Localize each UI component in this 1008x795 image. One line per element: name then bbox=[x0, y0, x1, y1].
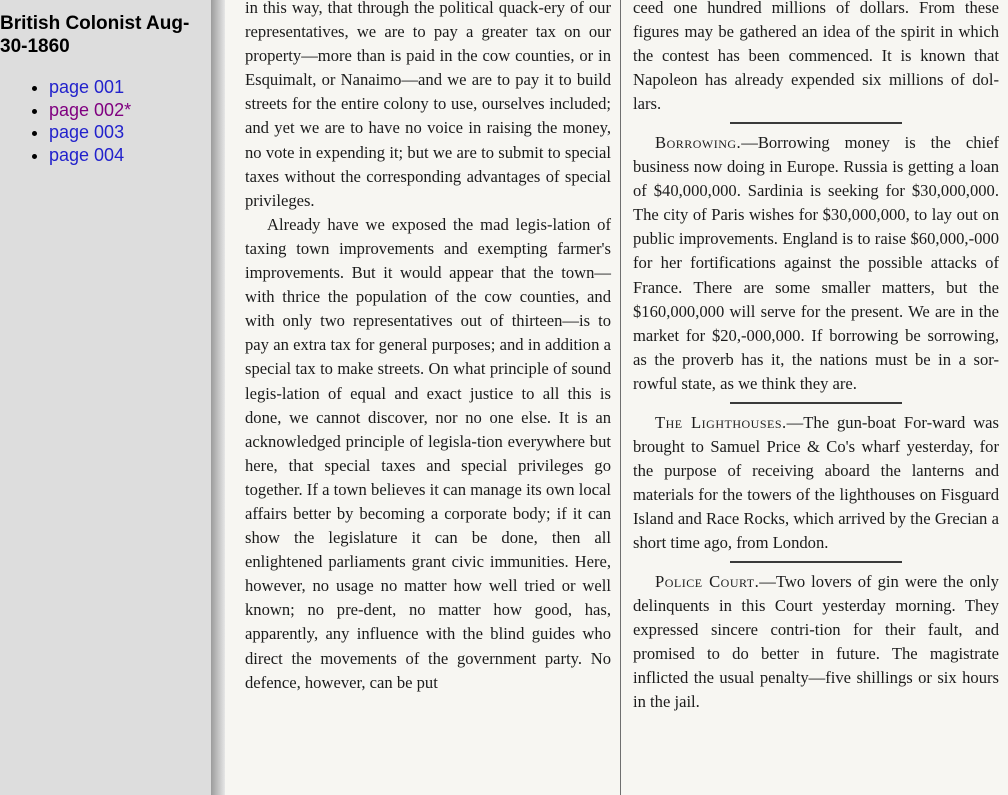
sidebar bbox=[0, 0, 211, 795]
newspaper-title: British Colonist Aug-30-1860 bbox=[0, 13, 190, 57]
column-divider bbox=[620, 0, 621, 795]
news-item-heading: Borrowing. bbox=[655, 132, 742, 152]
news-item-body: —The gun-boat For-ward was brought to Samuel Price & Co's wharf yesterday, for the purpose of receiving aboard the lanterns and materials for the towers of the lighthouses on Fisguard Island and Race Rocks, which arrived by the Grecian a short time ago, from London. bbox=[633, 412, 1000, 552]
section-divider bbox=[730, 561, 902, 563]
news-item-heading: Police Court. bbox=[655, 571, 760, 591]
left-column bbox=[245, 0, 611, 695]
article-paragraph: Already have we exposed the mad legis-lation of taxing town improvements and exempting farmer's improvements. But it would appear that the town—with thrice the population of the cow counties, and with only two representatives out of thirteen—is to pay an extra tax for general purposes; and in addition a special tax to make streets. On what principle of sound legis-lation of equal and exact justice to all this is done, we cannot discover, nor no one else. It is an acknowledged principle of legisla-tion everywhere but here, that special taxes and special privileges go together. If a town believes it can manage its own local affairs better by becoming a corporate body; if it can show the legislature it can be done, then all enlightened parliaments grant civic immunities. Here, however, no usage no matter how well tried or well known; no pre-dent, no matter how good, has, apparently, any influence with the blind guides who direct the movements of the government party. No defence, however, can be put bbox=[245, 214, 611, 692]
page-link-003[interactable]: page 003 bbox=[49, 122, 125, 142]
page-list-item bbox=[49, 144, 211, 167]
news-item-police-court bbox=[633, 570, 999, 715]
page-list-item bbox=[49, 99, 211, 122]
news-item-lighthouses bbox=[633, 411, 999, 556]
news-item-borrowing bbox=[633, 131, 999, 396]
page-list bbox=[0, 76, 211, 166]
newspaper-scan bbox=[225, 0, 1008, 795]
page-link-001[interactable]: page 001 bbox=[49, 77, 125, 97]
article-paragraph: in this way, that through the political quack-ery of our representatives, we are to pay a greater tax on our property—more than is paid in the cow counties, or in Esquimalt, or Nanaimo—and we are to pay it to build streets for the entire colony to use, ourselves included; and yet we are to have no voice in raising the money, no vote in expending it; but we are to submit to special taxes without the corresponding advantages of special privileges. bbox=[245, 0, 611, 210]
article-paragraph: ceed one hundred millions of dollars. From these figures may be gathered an idea of the spirit in which the contest has been commenced. It is known that Napoleon has already expended six millions of dol-lars. bbox=[633, 0, 999, 114]
page-link-002[interactable]: page 002* bbox=[49, 99, 132, 120]
right-column bbox=[633, 0, 999, 714]
news-item-body: —Borrowing money is the chief business now doing in Europe. Russia is getting a loan of $40,000,000. Sardinia is seeking for $30,000,000. The city of Paris wishes for $30,000,000, to lay out on public improvements. England is to raise $60,000,-000 for her fortifications against the possible attacks of France. There are some smaller matters, but the $160,000,000 will serve for the present. We are in the market for $20,-000,000. If borrowing be sorrowing, as the proverb has it, the nations must be in a sor-rowful state, as we think they are. bbox=[633, 132, 999, 393]
news-item-heading: The Lighthouses. bbox=[655, 412, 787, 432]
news-item-body: —Two lovers of gin were the only delinquents in this Court yesterday morning. They expressed sincere contri-tion for their fault, and promised to do better in future. The magistrate inflicted the usual penalty—five shillings or six hours in the jail. bbox=[633, 571, 999, 712]
page-link-004[interactable]: page 004 bbox=[49, 144, 125, 165]
page-list-item bbox=[49, 76, 211, 99]
page-list-item bbox=[49, 121, 211, 144]
page-image-viewer[interactable] bbox=[211, 0, 1008, 795]
frame-shadow bbox=[211, 0, 225, 795]
section-divider bbox=[730, 122, 902, 124]
section-divider bbox=[730, 402, 902, 404]
